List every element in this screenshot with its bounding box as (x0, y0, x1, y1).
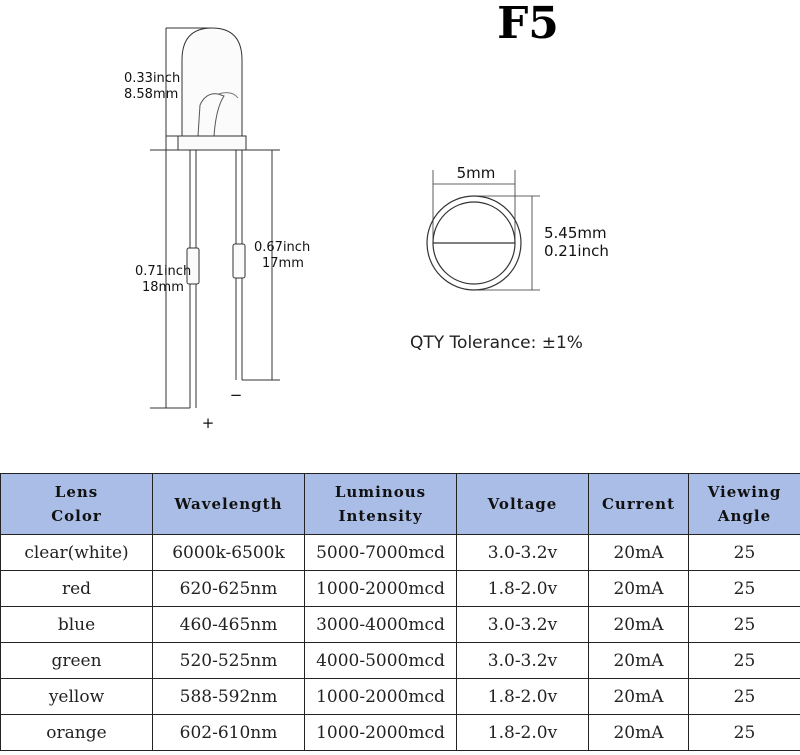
flange-inch: 0.21inch (544, 242, 609, 260)
table-row (1, 535, 800, 571)
led-spec-table (0, 473, 800, 751)
header-current: Current (589, 474, 689, 535)
cell-voltage: 3.0-3.2v (457, 643, 589, 679)
led-top-view (427, 170, 540, 290)
title-f5: F5 (497, 0, 559, 49)
table-row (1, 571, 800, 607)
cell-current: 20mA (589, 607, 689, 643)
cell-wavelength: 620-625nm (153, 571, 305, 607)
diameter-label: 5mm (456, 164, 496, 182)
table-row (1, 679, 800, 715)
anode-plus-sign: + (201, 414, 215, 432)
table-header-row (1, 474, 800, 535)
lens-height-mm: 8.58mm (124, 87, 179, 102)
table-row (1, 607, 800, 643)
cell-current: 20mA (589, 643, 689, 679)
table-row (1, 643, 800, 679)
lens-height-inch: 0.33inch (124, 71, 181, 86)
cell-lens-color: orange (1, 715, 153, 751)
led-side-view (178, 28, 246, 408)
long-lead-mm: 18mm (142, 280, 184, 295)
cell-viewing-angle: 25 (689, 715, 800, 751)
header-luminous-intensity: Luminous Intensity (305, 474, 457, 535)
cell-luminous-intensity: 1000-2000mcd (305, 715, 457, 751)
cathode-minus-sign: − (229, 386, 243, 404)
header-voltage: Voltage (457, 474, 589, 535)
header-viewing-angle: Viewing Angle (689, 474, 800, 535)
cell-voltage: 3.0-3.2v (457, 535, 589, 571)
cell-wavelength: 6000k-6500k (153, 535, 305, 571)
cell-lens-color: yellow (1, 679, 153, 715)
header-lens-color: Lens Color (1, 474, 153, 535)
long-lead-inch: 0.71inch (135, 264, 192, 279)
cell-voltage: 1.8-2.0v (457, 679, 589, 715)
cell-viewing-angle: 25 (689, 535, 800, 571)
cell-current: 20mA (589, 715, 689, 751)
header-wavelength: Wavelength (153, 474, 305, 535)
cell-wavelength: 602-610nm (153, 715, 305, 751)
cell-luminous-intensity: 1000-2000mcd (305, 571, 457, 607)
cell-luminous-intensity: 3000-4000mcd (305, 607, 457, 643)
cell-voltage: 1.8-2.0v (457, 571, 589, 607)
cell-lens-color: clear(white) (1, 535, 153, 571)
cell-viewing-angle: 25 (689, 643, 800, 679)
cell-luminous-intensity: 4000-5000mcd (305, 643, 457, 679)
cell-luminous-intensity: 5000-7000mcd (305, 535, 457, 571)
cell-lens-color: blue (1, 607, 153, 643)
cell-wavelength: 520-525nm (153, 643, 305, 679)
cell-current: 20mA (589, 535, 689, 571)
cell-lens-color: green (1, 643, 153, 679)
short-lead-mm: 17mm (262, 256, 304, 271)
short-lead-inch: 0.67inch (254, 240, 311, 255)
flange-mm: 5.45mm (544, 224, 607, 242)
cell-viewing-angle: 25 (689, 679, 800, 715)
cell-viewing-angle: 25 (689, 607, 800, 643)
cell-voltage: 3.0-3.2v (457, 607, 589, 643)
cell-voltage: 1.8-2.0v (457, 715, 589, 751)
cell-viewing-angle: 25 (689, 571, 800, 607)
qty-tolerance: QTY Tolerance: ±1% (410, 333, 583, 353)
cell-luminous-intensity: 1000-2000mcd (305, 679, 457, 715)
cell-current: 20mA (589, 571, 689, 607)
cell-lens-color: red (1, 571, 153, 607)
cell-wavelength: 460-465nm (153, 607, 305, 643)
cell-current: 20mA (589, 679, 689, 715)
table-row (1, 715, 800, 751)
cell-wavelength: 588-592nm (153, 679, 305, 715)
